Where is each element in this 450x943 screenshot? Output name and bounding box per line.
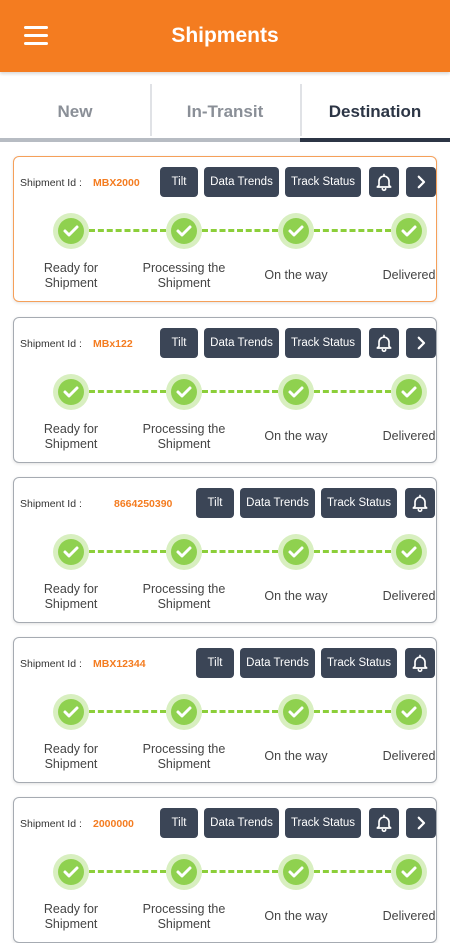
- progress-tracker: [14, 534, 438, 570]
- bell-icon[interactable]: [369, 808, 399, 838]
- step-complete-indicator: [391, 694, 427, 730]
- step-label: Processing the Shipment: [142, 422, 226, 451]
- step-complete-indicator: [391, 854, 427, 890]
- step-connector: [314, 870, 391, 873]
- step-complete-indicator: [53, 213, 89, 249]
- step-label: On the way: [264, 749, 328, 763]
- shipment-id-value: MBX12344: [93, 658, 146, 670]
- track-status-button[interactable]: Track Status: [321, 488, 397, 518]
- step-complete-indicator: [53, 694, 89, 730]
- shipment-id-value: 2000000: [93, 818, 134, 830]
- track-status-button[interactable]: Track Status: [285, 167, 361, 197]
- bell-icon[interactable]: [369, 167, 399, 197]
- chevron-right-icon[interactable]: [406, 328, 436, 358]
- step-complete-indicator: [278, 374, 314, 410]
- step-complete-indicator: [166, 374, 202, 410]
- shipment-id-value: MBx122: [93, 338, 133, 350]
- step-label: Ready for Shipment: [43, 261, 99, 290]
- step-complete-indicator: [166, 213, 202, 249]
- step-connector: [202, 710, 278, 713]
- step-label: On the way: [264, 589, 328, 603]
- step-label: Processing the Shipment: [142, 582, 226, 611]
- step-label: Ready for Shipment: [43, 902, 99, 931]
- step-connector: [314, 550, 391, 553]
- progress-tracker: [14, 854, 438, 890]
- progress-tracker: [14, 374, 438, 410]
- step-label: Delivered: [382, 909, 436, 923]
- step-connector: [202, 550, 278, 553]
- step-connector: [314, 390, 391, 393]
- step-connector: [89, 229, 166, 232]
- tab-in-transit[interactable]: In-Transit: [150, 84, 300, 142]
- step-label: Delivered: [382, 749, 436, 763]
- bell-icon[interactable]: [405, 648, 435, 678]
- shipment-id-label: Shipment Id :: [20, 658, 82, 670]
- step-complete-indicator: [391, 213, 427, 249]
- tilt-button[interactable]: Tilt: [160, 167, 198, 197]
- step-connector: [314, 229, 391, 232]
- step-connector: [89, 710, 166, 713]
- step-complete-indicator: [278, 213, 314, 249]
- step-complete-indicator: [166, 534, 202, 570]
- tilt-button[interactable]: Tilt: [196, 648, 234, 678]
- step-complete-indicator: [278, 854, 314, 890]
- step-complete-indicator: [278, 534, 314, 570]
- data-trends-button[interactable]: Data Trends: [204, 808, 279, 838]
- data-trends-button[interactable]: Data Trends: [204, 167, 279, 197]
- shipment-card[interactable]: [13, 637, 437, 783]
- step-complete-indicator: [391, 374, 427, 410]
- step-connector: [202, 229, 278, 232]
- step-label: Processing the Shipment: [142, 742, 226, 771]
- shipment-card[interactable]: [13, 797, 437, 943]
- step-complete-indicator: [391, 534, 427, 570]
- data-trends-button[interactable]: Data Trends: [204, 328, 279, 358]
- shipment-card[interactable]: [13, 477, 437, 623]
- step-complete-indicator: [53, 374, 89, 410]
- step-connector: [202, 390, 278, 393]
- step-complete-indicator: [53, 534, 89, 570]
- step-connector: [89, 390, 166, 393]
- step-complete-indicator: [166, 694, 202, 730]
- step-connector: [314, 710, 391, 713]
- step-complete-indicator: [278, 694, 314, 730]
- step-label: On the way: [264, 429, 328, 443]
- step-label: On the way: [264, 268, 328, 282]
- step-label: On the way: [264, 909, 328, 923]
- data-trends-button[interactable]: Data Trends: [240, 488, 315, 518]
- tilt-button[interactable]: Tilt: [160, 328, 198, 358]
- shipment-id-value: 8664250390: [114, 498, 173, 510]
- progress-tracker: [14, 694, 438, 730]
- shipment-id-label: Shipment Id :: [20, 338, 82, 350]
- tab-destination[interactable]: Destination: [300, 84, 450, 142]
- step-complete-indicator: [166, 854, 202, 890]
- shipment-id-label: Shipment Id :: [20, 177, 82, 189]
- shipment-id-label: Shipment Id :: [20, 818, 82, 830]
- track-status-button[interactable]: Track Status: [285, 328, 361, 358]
- page-title: Shipments: [171, 24, 279, 47]
- step-connector: [89, 550, 166, 553]
- bell-icon[interactable]: [405, 488, 435, 518]
- step-connector: [89, 870, 166, 873]
- progress-tracker: [14, 213, 438, 249]
- step-label: Delivered: [382, 429, 436, 443]
- step-label: Ready for Shipment: [43, 742, 99, 771]
- shipment-id-value: MBX2000: [93, 177, 140, 189]
- app-bar: [0, 0, 450, 72]
- shipment-card[interactable]: [13, 156, 437, 302]
- step-label: Delivered: [382, 268, 436, 282]
- step-connector: [202, 870, 278, 873]
- track-status-button[interactable]: Track Status: [321, 648, 397, 678]
- step-label: Processing the Shipment: [142, 902, 226, 931]
- tilt-button[interactable]: Tilt: [160, 808, 198, 838]
- bell-icon[interactable]: [369, 328, 399, 358]
- shipment-id-label: Shipment Id :: [20, 498, 82, 510]
- step-label: Delivered: [382, 589, 436, 603]
- tab-bar: [0, 84, 450, 142]
- step-label: Processing the Shipment: [142, 261, 226, 290]
- step-label: Ready for Shipment: [43, 422, 99, 451]
- chevron-right-icon[interactable]: [406, 808, 436, 838]
- shipment-card[interactable]: [13, 317, 437, 463]
- data-trends-button[interactable]: Data Trends: [240, 648, 315, 678]
- tab-new[interactable]: New: [0, 84, 150, 142]
- tilt-button[interactable]: Tilt: [196, 488, 234, 518]
- track-status-button[interactable]: Track Status: [285, 808, 361, 838]
- step-label: Ready for Shipment: [43, 582, 99, 611]
- step-complete-indicator: [53, 854, 89, 890]
- chevron-right-icon[interactable]: [406, 167, 436, 197]
